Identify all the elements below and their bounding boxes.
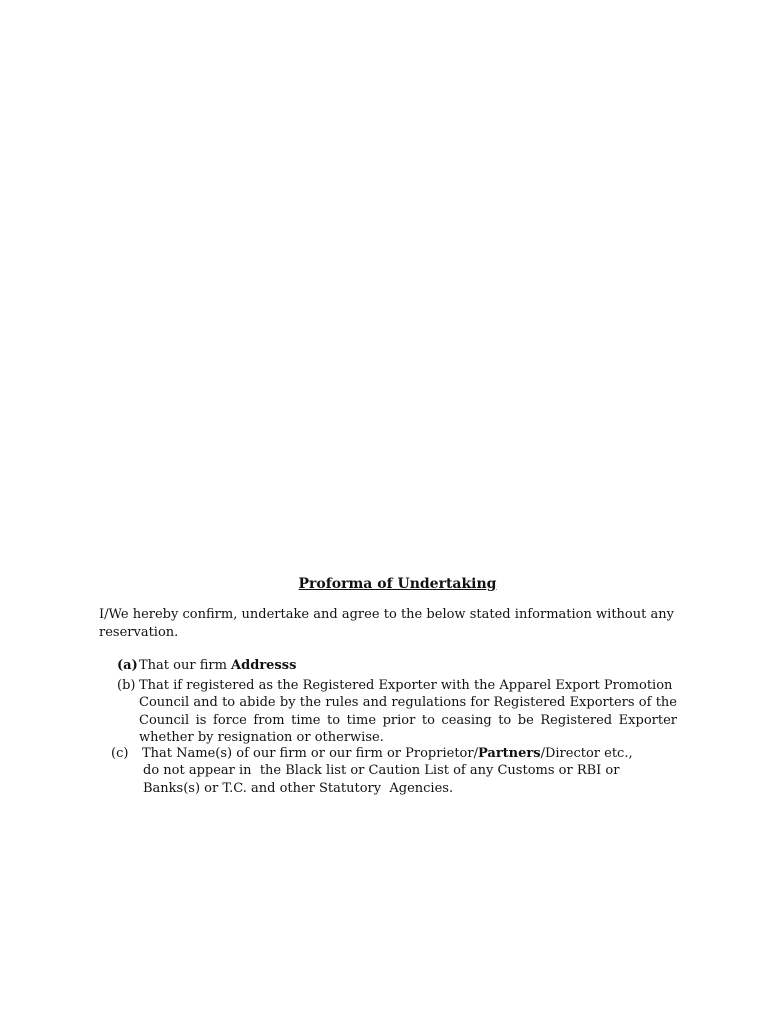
- list-item-b: [117, 677, 677, 747]
- list-item-a: [117, 657, 677, 675]
- item-text-a-prefix: That our firm: [139, 658, 232, 673]
- item-marker-b: (b): [117, 678, 136, 693]
- item-text-c-line-2: do not appear in the Black list or Caution List of any Customs or RBI or: [143, 763, 620, 779]
- item-text-b: [139, 677, 677, 746]
- item-text-b-rest: Council and to abide by the rules and regulations for Registered Exporters of the Council is force from time to time prior to ceasing to be Registered Exporter whether by resignation or otherwise.: [139, 695, 677, 745]
- list-item-c: [111, 745, 671, 799]
- item-text-c-line-1: [142, 745, 633, 762]
- item-text-c-line-1-prefix: That Name(s) of our firm or our firm or Proprietor/: [142, 746, 478, 761]
- item-text-c: [143, 745, 633, 797]
- item-marker-a: (a): [117, 658, 138, 673]
- document-title: Proforma of Undertaking: [298, 576, 497, 592]
- item-text-b-first-line: That if registered as the Registered Exporter with the Apparel Export Promotion: [139, 678, 673, 693]
- item-text-a: [139, 657, 296, 674]
- item-text-c-line-3: Banks(s) or T.C. and other Statutory Agencies.: [143, 780, 454, 796]
- intro-paragraph: I/We hereby confirm, undertake and agree to the below stated information without any reservation.: [99, 607, 674, 640]
- item-text-c-line-1-bold: Partners: [477, 746, 541, 761]
- item-text-c-line-1-suffix: /Director etc.,: [540, 746, 633, 761]
- item-text-a-bold: Addresss: [231, 658, 297, 673]
- item-marker-c: (c): [111, 746, 129, 761]
